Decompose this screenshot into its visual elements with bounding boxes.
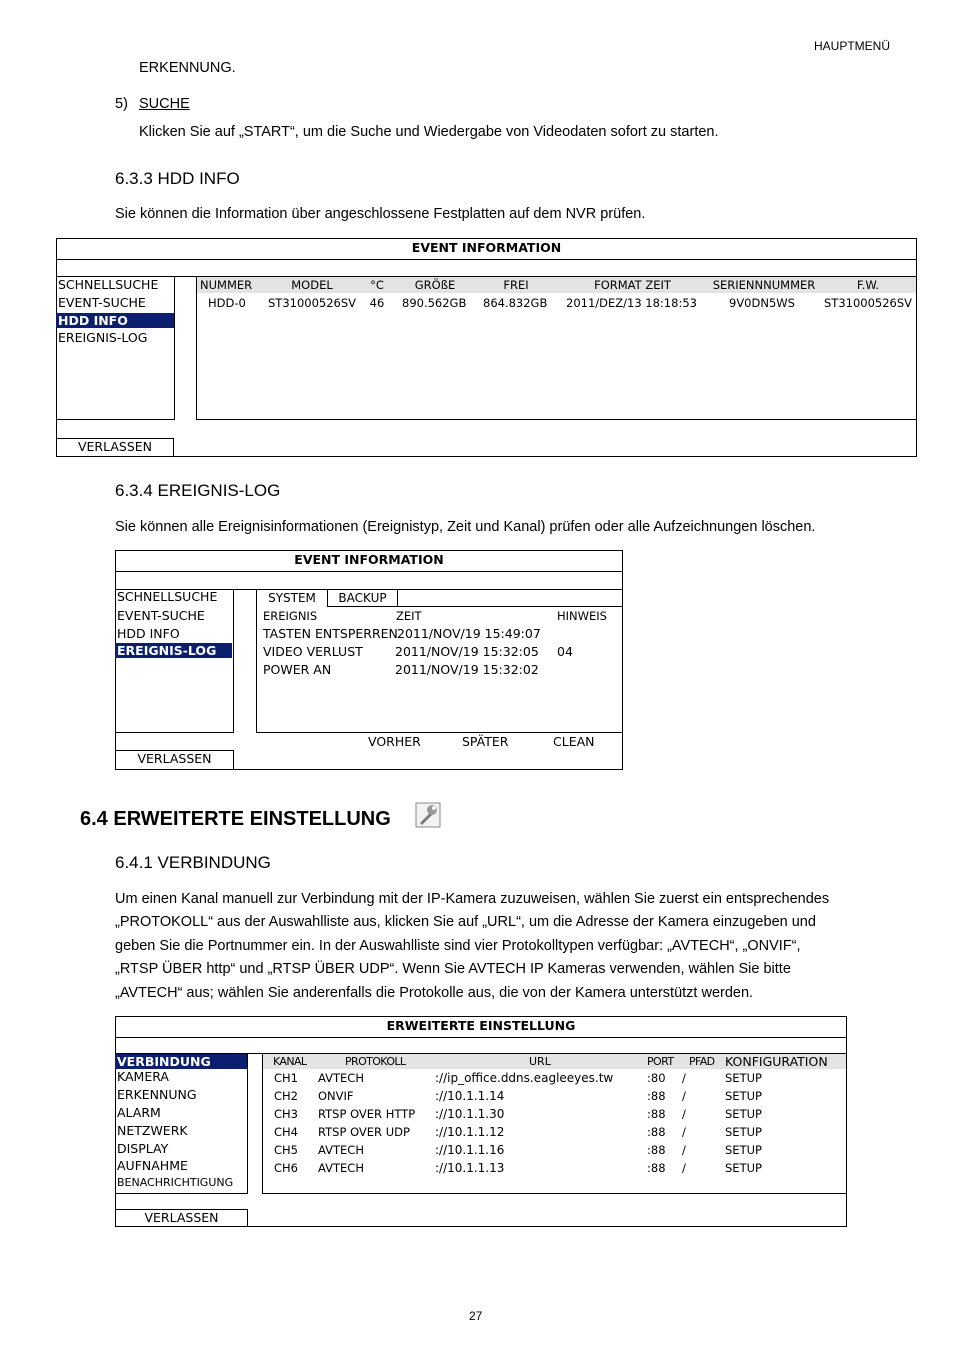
divider — [115, 1037, 847, 1038]
divider — [56, 259, 917, 260]
paragraph-line: geben Sie die Portnummer ein. In der Auswahlliste sind vier Protokolltypen verfügbar: „AVTECH“, „ONVIF“, — [115, 938, 801, 954]
col-seriennummer: SERIENNNUMMER — [712, 278, 816, 292]
menu-item-schnellsuche[interactable]: SCHNELLSUCHE — [58, 277, 159, 292]
menu-item-verbindung[interactable]: VERBINDUNG — [115, 1054, 247, 1069]
menu-item-ereignis-log[interactable]: EREIGNIS-LOG — [115, 643, 232, 658]
prev-button[interactable]: VORHER — [368, 734, 421, 749]
hdd-exit-button[interactable]: VERLASSEN — [56, 438, 174, 457]
cell-url: ://ip_office.ddns.eagleeyes.tw — [435, 1071, 614, 1085]
col-port: PORT — [647, 1055, 674, 1068]
col-zeit: ZEIT — [396, 609, 422, 623]
cell-url: ://10.1.1.14 — [435, 1089, 505, 1103]
menu-item-erkennung[interactable]: ERKENNUNG — [117, 1087, 197, 1102]
cell-kanal: CH4 — [274, 1125, 298, 1139]
hdd-panel-title: EVENT INFORMATION — [411, 240, 562, 255]
cell-fw: ST31000526SV — [824, 296, 913, 310]
next-button[interactable]: SPÄTER — [462, 734, 509, 749]
cell-temp: 46 — [369, 296, 385, 310]
paragraph-line: Um einen Kanal manuell zur Verbindung mit der IP-Kamera zuzuweisen, wählen Sie zuerst ein entsprechendes — [115, 891, 830, 907]
cell-kanal: CH2 — [274, 1089, 298, 1103]
cell-format-zeit: 2011/DEZ/13 18:18:53 — [566, 296, 697, 310]
cell-protokoll: RTSP OVER HTTP — [318, 1107, 416, 1121]
advanced-heading: 6.4 ERWEITERTE EINSTELLUNG — [80, 808, 391, 830]
list-item-title: SUCHE — [139, 96, 190, 112]
col-ereignis: EREIGNIS — [263, 609, 318, 623]
menu-item-benachrichtigung[interactable]: BENACHRICHTIGUNG — [117, 1176, 234, 1189]
cell-pfad: / — [682, 1071, 686, 1085]
log-note: 04 — [557, 644, 573, 659]
divider — [115, 571, 623, 572]
cell-setup[interactable]: SETUP — [725, 1143, 762, 1157]
cell-setup[interactable]: SETUP — [725, 1125, 762, 1139]
log-description: Sie können alle Ereignisinformationen (Ereignistyp, Zeit und Kanal) prüfen oder alle Aufzeichnungen löschen. — [115, 519, 816, 535]
menu-item-display[interactable]: DISPLAY — [117, 1141, 169, 1156]
menu-item-schnellsuche[interactable]: SCHNELLSUCHE — [117, 589, 218, 604]
log-time: 2011/NOV/19 15:49:07 — [397, 626, 541, 641]
col-temp: °C — [370, 278, 384, 292]
cell-pfad: / — [682, 1143, 686, 1157]
cell-port: :88 — [647, 1089, 666, 1103]
tab-backup[interactable]: BACKUP — [327, 589, 398, 607]
erkennung-text: ERKENNUNG. — [139, 60, 236, 76]
cell-url: ://10.1.1.30 — [435, 1107, 505, 1121]
log-event: VIDEO VERLUST — [263, 644, 363, 659]
cell-url: ://10.1.1.13 — [435, 1161, 505, 1175]
hdd-heading: 6.3.3 HDD INFO — [115, 169, 240, 188]
menu-item-hdd-info[interactable]: HDD INFO — [117, 626, 180, 641]
cell-protokoll: AVTECH — [318, 1161, 364, 1175]
col-pfad: PFAD — [689, 1055, 715, 1068]
hdd-description: Sie können die Information über angeschlossene Festplatten auf dem NVR prüfen. — [115, 206, 646, 222]
col-konfiguration: KONFIGURATION — [725, 1054, 828, 1069]
cell-setup[interactable]: SETUP — [725, 1161, 762, 1175]
log-time: 2011/NOV/19 15:32:05 — [395, 644, 539, 659]
cell-protokoll: AVTECH — [318, 1071, 364, 1085]
log-heading: 6.3.4 EREIGNIS-LOG — [115, 481, 281, 500]
log-panel-title: EVENT INFORMATION — [294, 552, 444, 567]
cell-protokoll: ONVIF — [318, 1089, 354, 1103]
cell-port: :80 — [647, 1071, 666, 1085]
cell-seriennummer: 9V0DN5WS — [729, 296, 795, 310]
cell-url: ://10.1.1.16 — [435, 1143, 505, 1157]
cell-kanal: CH3 — [274, 1107, 298, 1121]
col-fw: F.W. — [856, 278, 880, 292]
cell-pfad: / — [682, 1089, 686, 1103]
cell-pfad: / — [682, 1107, 686, 1121]
log-event: POWER AN — [263, 662, 332, 677]
running-header: HAUPTMENÜ — [814, 39, 891, 53]
menu-item-alarm[interactable]: ALARM — [117, 1105, 161, 1120]
paragraph-line: „RTSP ÜBER http“ und „RTSP ÜBER UDP“. Wenn Sie AVTECH IP Kameras verwenden, wählen Sie bitte — [115, 961, 791, 977]
cell-protokoll: RTSP OVER UDP — [318, 1125, 410, 1139]
cell-pfad: / — [682, 1125, 686, 1139]
cell-groesse: 890.562GB — [402, 296, 467, 310]
col-protokoll: PROTOKOLL — [345, 1055, 406, 1068]
cell-port: :88 — [647, 1107, 666, 1121]
menu-item-event-suche[interactable]: EVENT-SUCHE — [58, 295, 146, 310]
menu-item-aufnahme[interactable]: AUFNAHME — [117, 1158, 188, 1173]
cell-nummer: HDD-0 — [208, 296, 246, 310]
cell-setup[interactable]: SETUP — [725, 1107, 762, 1121]
col-nummer: NUMMER — [200, 278, 253, 292]
tab-system[interactable]: SYSTEM — [256, 589, 328, 607]
col-frei: FREI — [503, 278, 529, 292]
menu-item-ereignis-log[interactable]: EREIGNIS-LOG — [58, 330, 148, 345]
clean-button[interactable]: CLEAN — [553, 734, 595, 749]
verbindung-heading: 6.4.1 VERBINDUNG — [115, 853, 271, 872]
cell-frei: 864.832GB — [483, 296, 548, 310]
log-event: TASTEN ENTSPERREN — [263, 626, 398, 641]
menu-item-event-suche[interactable]: EVENT-SUCHE — [117, 608, 205, 623]
col-kanal: KANAL — [273, 1055, 307, 1068]
paragraph-line: „AVTECH“ aus; wählen Sie anderenfalls die Protokolle aus, die von der Kamera unterstützt werden. — [115, 985, 754, 1001]
list-item-number: 5) — [115, 96, 128, 112]
cell-setup[interactable]: SETUP — [725, 1071, 762, 1085]
cell-protokoll: AVTECH — [318, 1143, 364, 1157]
col-url: URL — [529, 1055, 551, 1068]
cell-port: :88 — [647, 1161, 666, 1175]
col-model: MODEL — [291, 278, 333, 292]
cell-port: :88 — [647, 1143, 666, 1157]
wrench-icon — [415, 802, 441, 828]
list-item-text: Klicken Sie auf „START“, um die Suche und Wiedergabe von Videodaten sofort zu starten. — [139, 124, 719, 140]
cell-port: :88 — [647, 1125, 666, 1139]
cell-model: ST31000526SV — [268, 296, 357, 310]
col-groesse: GRÖßE — [414, 278, 456, 292]
advanced-panel-title: ERWEITERTE EINSTELLUNG — [386, 1018, 576, 1033]
log-exit-button[interactable]: VERLASSEN — [115, 750, 234, 770]
menu-item-netzwerk[interactable]: NETZWERK — [117, 1123, 188, 1138]
paragraph-line: „PROTOKOLL“ aus der Auswahlliste aus, klicken Sie auf „URL“, um die Adresse der Kamera einzugeben und — [115, 914, 816, 930]
advanced-exit-button[interactable]: VERLASSEN — [115, 1209, 248, 1227]
cell-kanal: CH1 — [274, 1071, 298, 1085]
divider — [398, 606, 623, 607]
cell-kanal: CH5 — [274, 1143, 298, 1157]
cell-url: ://10.1.1.12 — [435, 1125, 505, 1139]
menu-item-hdd-info[interactable]: HDD INFO — [56, 313, 174, 328]
log-time: 2011/NOV/19 15:32:02 — [395, 662, 539, 677]
cell-pfad: / — [682, 1161, 686, 1175]
menu-item-kamera[interactable]: KAMERA — [117, 1069, 169, 1084]
page-number: 27 — [469, 1309, 483, 1323]
col-hinweis: HINWEIS — [557, 609, 607, 623]
cell-setup[interactable]: SETUP — [725, 1089, 762, 1103]
col-format-zeit: FORMAT ZEIT — [594, 278, 671, 292]
cell-kanal: CH6 — [274, 1161, 298, 1175]
